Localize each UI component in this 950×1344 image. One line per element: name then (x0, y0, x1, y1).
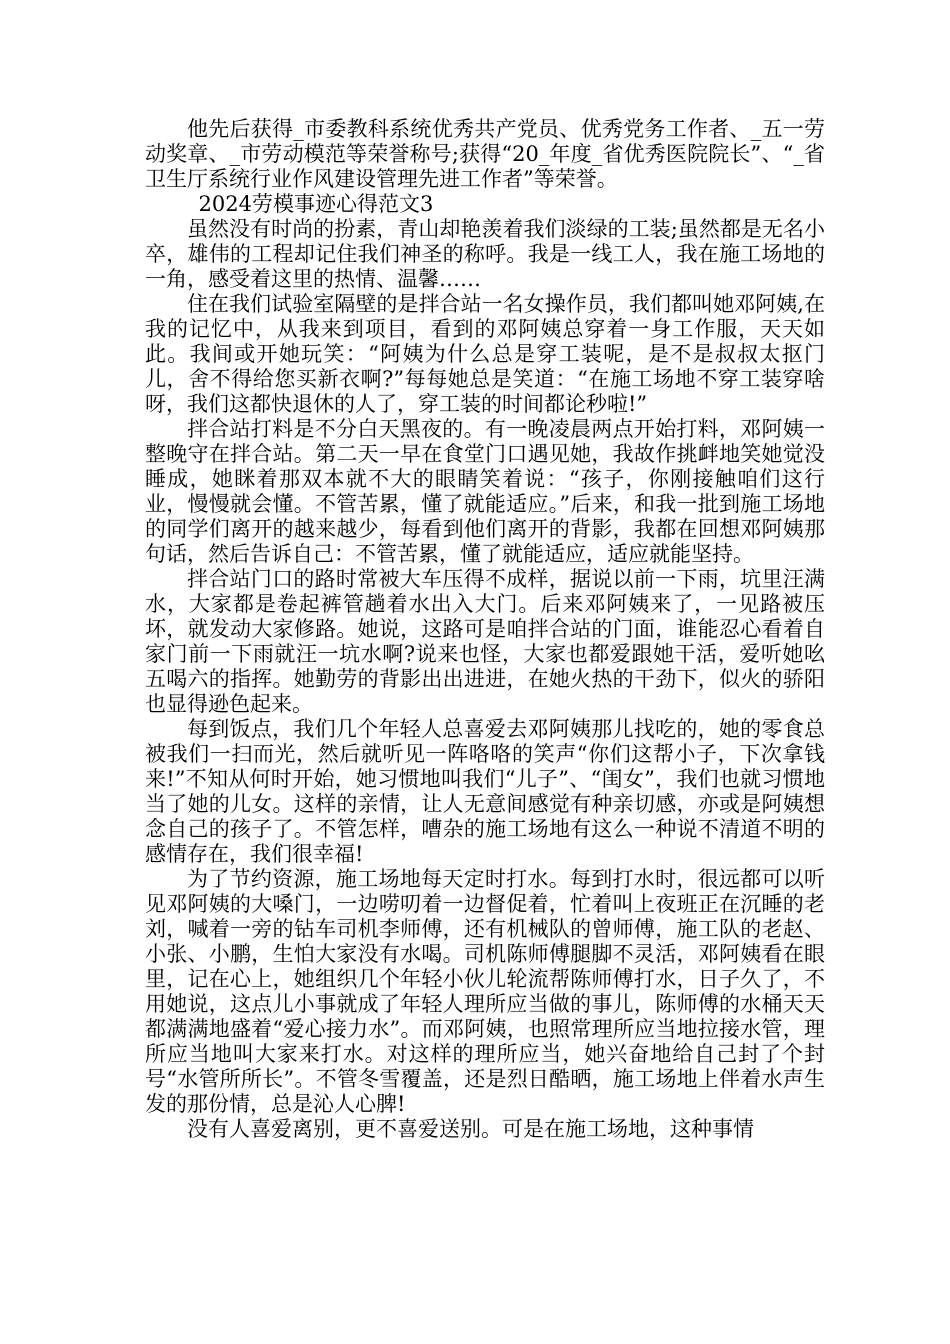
document-body (145, 117, 825, 1142)
paragraph: 每到饭点，我们几个年轻人总喜爱去邓阿姨那儿找吃的，她的零食总被我们一扫而光，然后就听见一阵咯咯的笑声“你们这帮小子，下次拿钱来!”不知从何时开始，她习惯地叫我们“儿子”、“闺女”，我们也就习惯地当了她的儿女。这样的亲情，让人无意间感觉有种亲切感，亦或是阿姨想念自己的孩子了。不管怎样，嘈杂的施工场地有这么一种说不清道不明的感情存在，我们很幸福! (145, 717, 825, 866)
paragraph: 拌合站打料是不分白天黑夜的。有一晚凌晨两点开始打料，邓阿姨一整晚守在拌合站。第二天一早在食堂门口遇见她，我故作挑衅地笑她觉没睡成，她眯着那双本就不大的眼睛笑着说：“孩子，你刚接触咱们这行业，慢慢就会懂。不管苦累，懂了就能适应。”后来，和我一批到施工场地的同学们离开的越来越少，每看到他们离开的背影，我都在回想邓阿姨那句话，然后告诉自己：不管苦累，懂了就能适应，适应就能坚持。 (145, 417, 825, 566)
paragraph: 住在我们试验室隔壁的是拌合站一名女操作员，我们都叫她邓阿姨,在我的记忆中，从我来到项目，看到的邓阿姨总穿着一身工作服，天天如此。我间或开她玩笑：“阿姨为什么总是穿工装呢，是不是叔叔太抠门儿，舍不得给您买新衣啊?”每每她总是笑道：“在施工场地不穿工装穿啥呀，我们这都快退休的人了，穿工装的时间都论秒啦!” (145, 292, 825, 416)
paragraph: 为了节约资源，施工场地每天定时打水。每到打水时，很远都可以听见邓阿姨的大嗓门，一边唠叨着一边督促着，忙着叫上夜班正在沉睡的老刘，喊着一旁的钻车司机李师傅，还有机械队的曾师傅，施工队的老赵、小张、小鹏，生怕大家没有水喝。司机陈师傅腿脚不灵活，邓阿姨看在眼里，记在心上，她组织几个年轻小伙儿轮流帮陈师傅打水，日子久了，不用她说，这点儿小事就成了年轻人理所应当做的事儿，陈师傅的水桶天天都满满地盛着“爱心接力水”。而邓阿姨，也照常理所应当地拉接水管，理所应当地叫大家来打水。对这样的理所应当，她兴奋地给自己封了个封号“水管所所长”。不管冬雪覆盖，还是烈日酷晒，施工场地上伴着水声生发的那份情，总是沁人心脾! (145, 867, 825, 1116)
paragraph: 没有人喜爱离别，更不喜爱送别。可是在施工场地，这种事情 (187, 1117, 754, 1141)
paragraph: 他先后获得_市委教科系统优秀共产党员、优秀党务工作者、_五一劳动奖章、_市劳动模范等荣誉称号;获得“20_年度_省优秀医院院长”、“_省卫生厅系统行业作风建设管理先进工作者”等荣誉。 (145, 117, 825, 191)
section-heading: 2024劳模事迹心得范文3 (198, 192, 434, 216)
paragraph: 虽然没有时尚的扮素，青山却艳羡着我们淡绿的工装;虽然都是无名小卒，雄伟的工程却记住我们神圣的称呼。我是一线工人，我在施工场地的一角，感受着这里的热情、温馨…… (145, 217, 825, 291)
paragraph: 拌合站门口的路时常被大车压得不成样，据说以前一下雨，坑里汪满水，大家都是卷起裤管趟着水出入大门。后来邓阿姨来了，一见路被压坏，就发动大家修路。她说，这路可是咱拌合站的门面，谁能忍心看着自家门前一下雨就汪一坑水啊?说来也怪，大家也都爱跟她干活，爱听她吆五喝六的指挥。她勤劳的背影出出进进，在她火热的干劲下，似火的骄阳也显得逊色起来。 (145, 567, 825, 716)
